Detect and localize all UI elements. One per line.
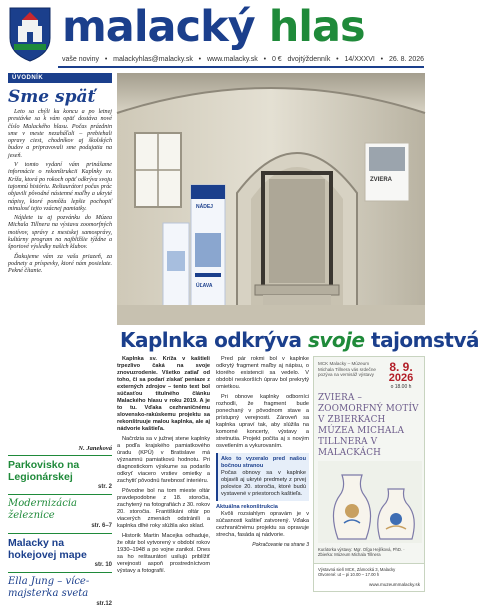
tagline-website[interactable]: www.malacky.sk: [206, 56, 258, 63]
teaser-title: Ella Jung – více-majsterka sveta: [8, 576, 90, 599]
poster-date: [381, 361, 421, 390]
masthead: [0, 0, 432, 72]
teaser-page: str. 2: [97, 484, 112, 490]
tagline-price: 0 €: [271, 56, 282, 63]
banner-text-nadej: NÁDEJ: [196, 204, 213, 210]
tagline-frequency: dvojtýždenník: [287, 56, 331, 63]
article-lead: Kaplnka sv. Kríža v kaštieli trpezlivo čaká na svoje znovuzrodenie. Všetko zatiaľ od toho, či sa podarí získať peniaze z externých zdrojov – tento text bol súčasťou titulného článku Malackého hlasu v roku 2019. A je to tu. Vďaka cezhraničnému slovensko-rakúskemu projektu sa rekonštruuje malou kaplnka, ale aj nádvorie kaštieľa.: [117, 356, 210, 432]
article-paragraph: Pred pár rokmi bol v kaplnke odkrytý fragment maľby aj nápisu, o ktorého existencii sa vedelo. V období neskorších úprav bol prekrytý omietkou.: [216, 356, 309, 390]
tagline-separator: •: [104, 56, 108, 63]
teaser-item[interactable]: [8, 494, 112, 533]
tagline-separator: •: [198, 56, 202, 63]
ceramic-vase-icon: [318, 461, 422, 543]
editorial-paragraph: Ďakujeme vám za vašu priazeň, za podnety a príspevky, ktoré nám posielate. Pekné čítanie.: [8, 253, 112, 275]
poster-invite-text: MCK Malacky – Múzeum Michala Tillnera vás srdečne pozýva na vernisáž výstavy: [318, 361, 376, 377]
teaser-title: Malacky na hokejovej mape: [8, 537, 87, 561]
brand-word-2: hlas: [268, 2, 365, 52]
banner-text-ulava: ÚĽAVA: [196, 283, 213, 289]
tagline-separator: •: [380, 56, 384, 63]
tagline-email[interactable]: malackyhlas@malacky.sk: [113, 56, 193, 63]
teaser-page: str. 10: [94, 562, 112, 568]
article-column-2: [216, 356, 309, 594]
article-infobox: [216, 453, 309, 501]
article-paragraph: Pôvodne bol na tom mieste oltár pravdepodobne z 18. storočia, zachytený na fotografiách z 30. rokov 20. storočia. Františkáni oltár po viacerých zmenách odstránili a kaplnka dlhé roky slúžila ako sklad.: [117, 488, 210, 529]
editorial-paragraph: V tomto vydaní vám prinášame informácie o rekonštrukcii Kaplnky sv. Kríža, ktorá po rokoch opäť odkrýva svoju tajomnú históriu. Reštaurátori počas prác objavili pôvodné nástenné maľby a ukryté nápisy, ktoré pomôžu lepšie pochopiť minulosť tejto vzácnej pamiatky.: [8, 162, 112, 212]
teaser-item[interactable]: [8, 455, 112, 494]
article-paragraph: Pri obnove kaplnky odborníci rozhodli, že fragment bude ponechaný v pôvodnom stave a prístupný verejnosti. Zároveň sa kaplnka upraví tak, aby slúžila na komorné koncerty, výstavy a stretnutia. Projekt počíta aj s novým osvetlením a vykurovaním.: [216, 394, 309, 449]
section-label: ÚVODNÍK: [8, 73, 112, 83]
city-crest-icon: [8, 6, 52, 62]
poster-venue: Výstavná sieň MCK, Zámocká 3, Malacky: [318, 567, 396, 572]
editorial-paragraph: Leto sa chýli ku koncu a po letnej prestávke sa k vám opäť dostáva nové číslo Malackého hlasu. Počas prázdnin sme v meste nezaháľali – prebiehali opravy ciest, chodníkov aj školských budov a pripravovali sme podujatia na jeseň.: [8, 109, 112, 159]
teaser-item[interactable]: [8, 572, 112, 611]
article-column-1: [117, 356, 210, 594]
article-paragraph: Historik Martin Macejka odhaduje, že oltár bol vytvorený v období rokov 1930–1948 a po vojne zanikol. Dnes sa ho reštaurátori usilujú priblížiť verejnosti aspoň prostredníctvom výstavy a fotografií.: [117, 533, 210, 574]
poster-hours: Otvorené: ut – pi 10.00 – 17.00 h: [318, 572, 380, 577]
left-column: [8, 73, 112, 607]
newspaper-name: [62, 1, 365, 53]
wall-poster-title: ZVIERA: [370, 177, 393, 183]
poster-title: ZVIERA – ZOOMORFNÝ MOTÍV V ZBIERKACH MÚZEA MICHALA TILLNERA V MALACKÁCH: [318, 393, 419, 458]
tagline-separator: •: [336, 56, 339, 63]
editorial-body: [8, 109, 112, 443]
main-headline[interactable]: [120, 327, 479, 353]
exhibition-poster[interactable]: [313, 356, 425, 592]
headline-part-2: tajomstvá: [371, 328, 479, 352]
continued-note[interactable]: Pokračovanie na strane 3: [252, 542, 309, 548]
tagline-separator: •: [263, 56, 267, 63]
main-article: [117, 356, 309, 594]
tagline-item: vaše noviny: [62, 56, 99, 63]
teaser-item[interactable]: [8, 533, 112, 572]
teaser-title: Modernizácia železnice: [8, 498, 77, 521]
poster-footer: [314, 563, 424, 591]
article-subheading: Aktuálna rekonštrukcia: [216, 504, 278, 510]
infobox-text: Počas obnovy sa v kaplnke objavili aj ukryté predmety z prvej polovice 20. storočia, ktoré budú vystavené v priestoroch kaštieľa.: [221, 470, 306, 497]
infobox-title: Ako to vyzeralo pred našou bočnou stranou: [221, 456, 306, 469]
teaser-page: str. 6–7: [91, 523, 112, 529]
headline-accent: svoje: [307, 328, 365, 352]
chapel-interior-photo: [117, 73, 425, 325]
teaser-title: Parkovisko na Legionárskej: [8, 459, 80, 483]
article-paragraph: Kvôli rozsiahlym opravám je v súčasnosti kaštieľ zatvorený. Vďaka cezhraničnému projektu sa opravuje strecha, fasáda aj nádvorie.: [216, 511, 309, 538]
tagline-date: 26. 8. 2026: [388, 56, 424, 63]
article-paragraph: Načrdzia sa v južnej stene kaplnky a podľa krajského pamiatkového úradu (KPÚ) v Bratislave má významnú pamiatkovú hodnotu. Pri diagnostickom výskume sa podarilo odkryť viacero vrstiev omietky a zachytiť pôvodnú farebnosť interiéru.: [117, 436, 210, 484]
editorial-signature: N. Janeková: [78, 445, 112, 452]
poster-url[interactable]: www.muzeummalacky.sk: [369, 582, 420, 587]
masthead-divider: [58, 66, 424, 68]
tagline-issue: 14/XXXVI: [344, 56, 375, 63]
masthead-tagline: [62, 56, 424, 63]
poster-credit: Kurátorka výstavy: Mgr. Oľga Hejlíková, PhD. · Zbierka: Múzeum Michala Tillnera: [318, 547, 405, 557]
teaser-page: str.12: [96, 601, 112, 607]
editorial-paragraph: Nájdete tu aj pozvánku do Múzea Michala Tillnera na výstavu zoomorfných motívov, správy z mestskej samosprávy, kultúrny program na najbližšie týždne a športové výsledky našich klubov.: [8, 215, 112, 251]
inside-teasers: [8, 455, 112, 611]
brand-word-1: malacký: [62, 2, 255, 52]
poster-date-year: 2026: [388, 372, 414, 384]
poster-date-time: o 18.00 h: [390, 384, 412, 390]
poster-date-day: 8. 9.: [389, 360, 413, 374]
headline-part-1: Kaplnka odkrýva: [120, 328, 302, 352]
editorial-title: Sme späť: [8, 87, 96, 107]
